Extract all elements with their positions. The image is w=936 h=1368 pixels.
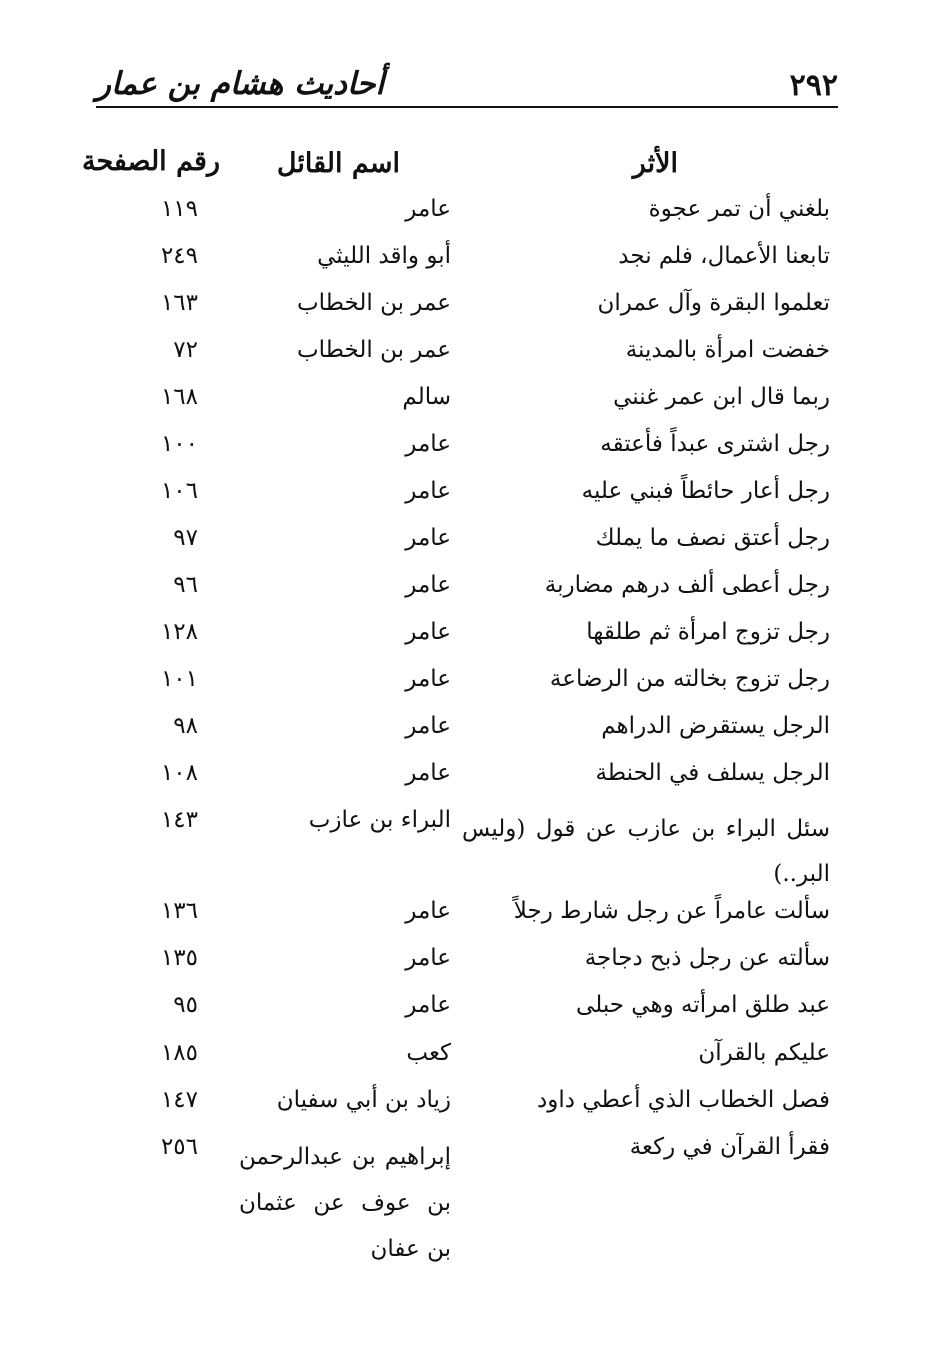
athar-cell: رجل اشترى عبداً فأعتقه: [600, 431, 830, 457]
qail-cell: عامر: [405, 572, 451, 598]
running-header: [96, 60, 838, 108]
page-cell: ١٣٦: [160, 898, 198, 924]
qail-cell: أبو واقد الليثي: [317, 243, 451, 269]
qail-cell: عامر: [405, 713, 451, 739]
athar-cell: ربما قال ابن عمر غنني: [613, 384, 830, 410]
qail-cell: عامر: [405, 666, 451, 692]
athar-cell: تابعنا الأعمال، فلم نجد: [618, 243, 830, 269]
athar-cell: رجل أعتق نصف ما يملك: [595, 525, 830, 551]
page-cell: ١٦٨: [160, 384, 198, 410]
page-cell: ١٤٣: [160, 807, 198, 833]
athar-cell: بلغني أن تمر عجوة: [648, 196, 830, 222]
qail-cell: سالم: [402, 384, 451, 410]
column-header-athar: الأثر: [632, 148, 678, 179]
page-cell: ١٨٥: [160, 1040, 198, 1066]
column-header-qail: اسم القائل: [276, 148, 400, 179]
page-cell: ٩٨: [173, 713, 198, 739]
qail-cell: البراء بن عازب: [308, 807, 451, 833]
athar-cell: تعلموا البقرة وآل عمران: [597, 290, 830, 316]
qail-cell: عامر: [405, 478, 451, 504]
athar-cell: سئل البراء بن عازب عن قول (وليس البر..): [462, 816, 830, 887]
athar-cell: عبد طلق امرأته وهي حبلى: [576, 992, 830, 1018]
qail-cell: عمر بن الخطاب: [296, 337, 451, 363]
page-number: ٢٩٢: [789, 68, 838, 103]
qail-cell: عامر: [405, 431, 451, 457]
athar-cell: سألته عن رجل ذبح دجاجة: [584, 945, 830, 971]
athar-cell: خفضت امرأة بالمدينة: [625, 337, 830, 363]
page-cell: ٧٢: [173, 337, 198, 363]
athar-cell: رجل أعار حائطاً فبني عليه: [581, 478, 830, 504]
qail-cell: عامر: [405, 760, 451, 786]
page-cell: ١٠٨: [160, 760, 198, 786]
qail-cell: عامر: [405, 525, 451, 551]
page-cell: ١٠٠: [160, 431, 198, 457]
running-title: أحاديث هشام بن عمار: [96, 66, 385, 102]
page-cell: ١٦٣: [160, 290, 198, 316]
athar-cell: رجل تزوج بخالته من الرضاعة: [549, 666, 830, 692]
page-cell: ١٣٥: [160, 945, 198, 971]
athar-cell: رجل أعطى ألف درهم مضاربة: [544, 572, 830, 598]
qail-cell: عمر بن الخطاب: [296, 290, 451, 316]
qail-cell: عامر: [405, 992, 451, 1018]
athar-cell: رجل تزوج امرأة ثم طلقها: [586, 619, 830, 645]
qail-cell: عامر: [405, 196, 451, 222]
page-cell: ١٤٧: [160, 1087, 198, 1113]
page-cell: ٢٤٩: [160, 243, 198, 269]
qail-cell: كعب: [406, 1040, 451, 1066]
page-cell: ١٠٦: [160, 478, 198, 504]
qail-cell: عامر: [405, 945, 451, 971]
qail-cell: زياد بن أبي سفيان: [276, 1087, 451, 1113]
qail-cell: عامر: [405, 898, 451, 924]
athar-cell: عليكم بالقرآن: [698, 1040, 830, 1066]
page-cell: ٢٥٦: [160, 1134, 198, 1160]
page-cell: ٩٥: [173, 992, 198, 1018]
qail-cell: إبراهيم بن عبدالرحمن بن عوف عن عثمان بن عفان: [239, 1144, 451, 1262]
page-cell: ١٠١: [160, 666, 198, 692]
qail-cell: عامر: [405, 619, 451, 645]
column-header-page: رقم الصفحة: [81, 146, 220, 177]
page-cell: ٩٧: [173, 525, 198, 551]
athar-cell: فصل الخطاب الذي أعطي داود: [537, 1087, 830, 1113]
page-cell: ١٢٨: [160, 619, 198, 645]
athar-cell: سألت عامراً عن رجل شارط رجلاً: [513, 898, 830, 924]
page-cell: ٩٦: [173, 572, 198, 598]
page-cell: ١١٩: [160, 196, 198, 222]
athar-cell: فقرأ القرآن في ركعة: [629, 1134, 830, 1160]
athar-cell: الرجل يسلف في الحنطة: [595, 760, 830, 786]
athar-cell: الرجل يستقرض الدراهم: [601, 713, 830, 739]
